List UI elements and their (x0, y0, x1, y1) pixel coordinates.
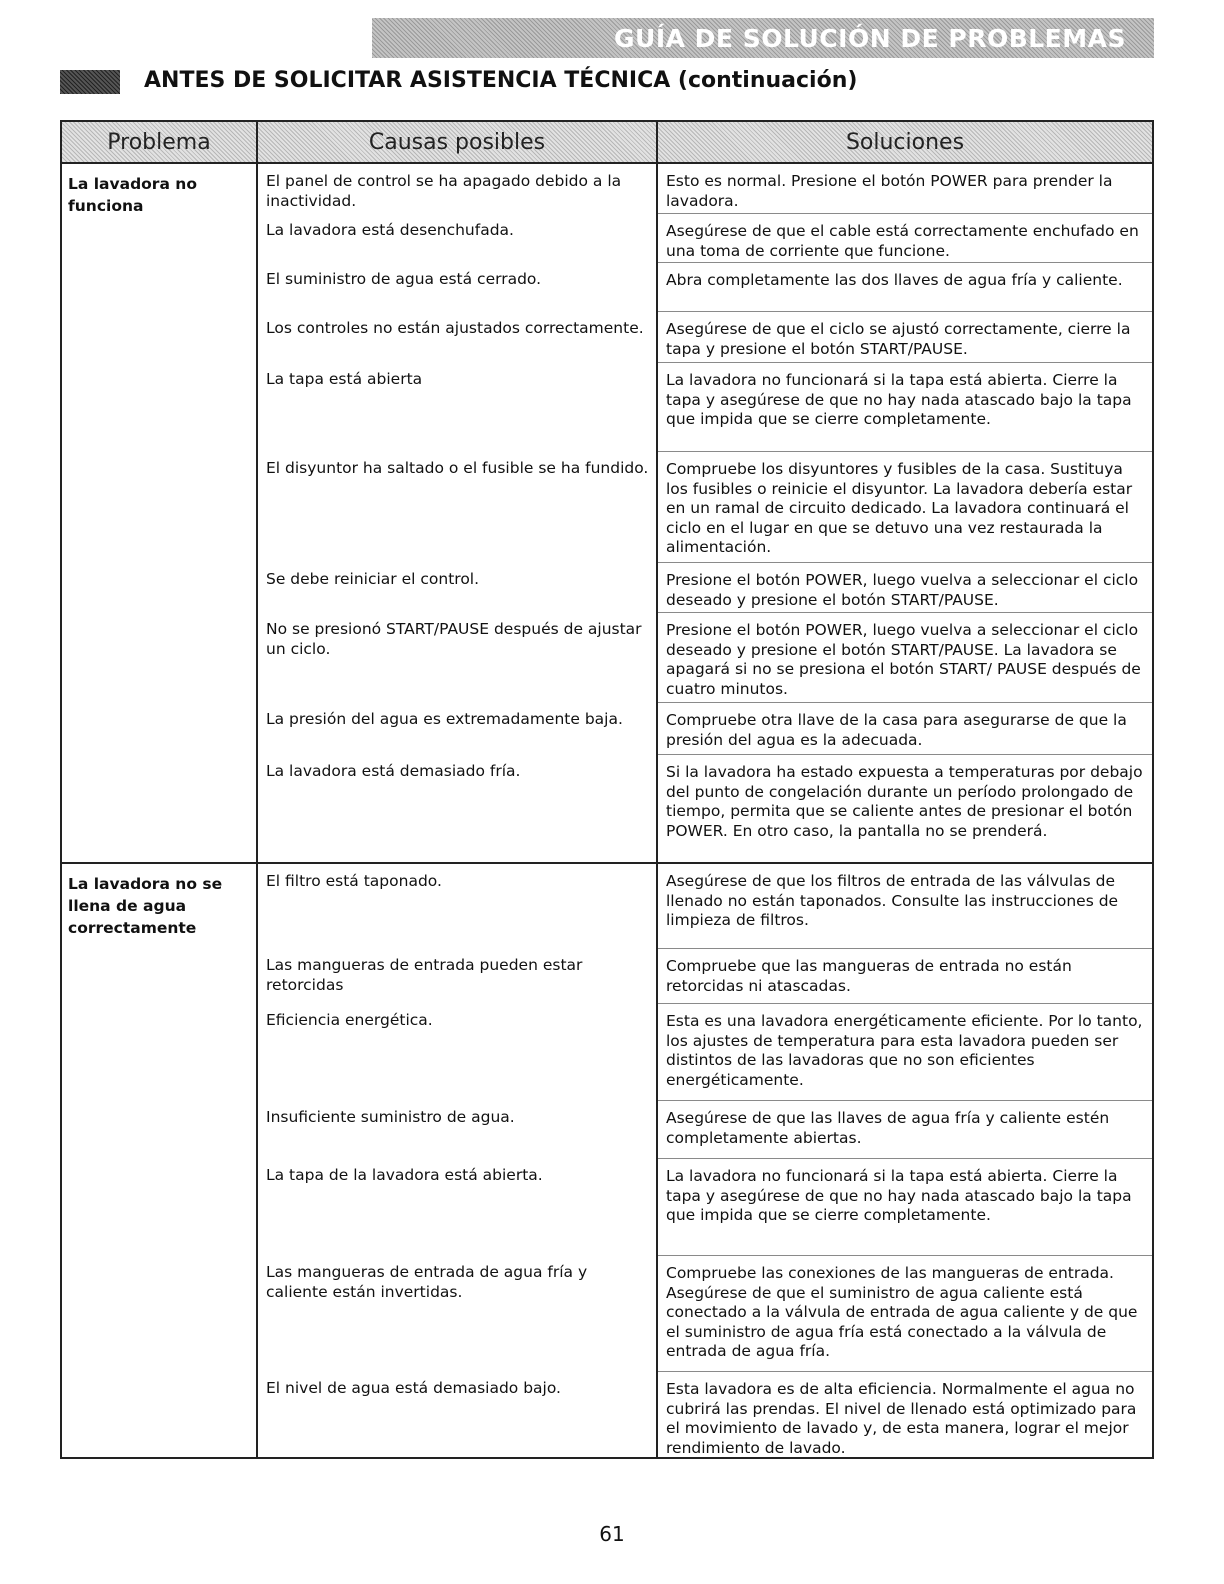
page-heading: ANTES DE SOLICITAR ASISTENCIA TÉCNICA (continuación) (144, 68, 858, 93)
solution-cell: Asegúrese de que el cable está correctamente enchufado en una toma de corriente que funcione. (658, 213, 1152, 262)
solution-cell: La lavadora no funcionará si la tapa está abierta. Cierre la tapa y asegúrese de que no hay nada atascado bajo la tapa que impida que se cierre completamente. (658, 362, 1152, 451)
solution-cell: Asegúrese de que los filtros de entrada de las válvulas de llenado no están taponados. Consulte las instrucciones de limpieza de filtros. (666, 872, 1119, 929)
header-solutions: Soluciones (658, 122, 1152, 162)
table-row (258, 1255, 1152, 1371)
solution-cell: Compruebe los disyuntores y fusibles de la casa. Sustituya los fusibles o reinicie el disyuntor. La lavadora debería estar en un ramal de circuito dedicado. La lavadora continuará el ciclo en el lugar en que se detuvo una vez restaurada la alimentación. (658, 451, 1152, 562)
solution-cell: Esta lavadora es de alta eficiencia. Normalmente el agua no cubrirá las prendas. El nivel de llenado está optimizado para el movimiento de lavado y, de esta manera, lograr el mejor rendimiento de lavado. (658, 1371, 1152, 1457)
table-row (258, 362, 1152, 451)
table-row (258, 213, 1152, 262)
solution-cell: Esta es una lavadora energéticamente eficiente. Por lo tanto, los ajustes de temperatura para esta lavadora pueden ser distintos de las lavadoras que no son eficientes energéticamente. (658, 1003, 1152, 1100)
table-row (258, 1371, 1152, 1457)
table-row (258, 754, 1152, 862)
cause-cell: Se debe reiniciar el control. (258, 562, 658, 612)
solution-cell: La lavadora no funcionará si la tapa está abierta. Cierre la tapa y asegúrese de que no hay nada atascado bajo la tapa que impida que se cierre completamente. (658, 1158, 1152, 1255)
cause-cell: Las mangueras de entrada de agua fría y caliente están invertidas. (258, 1255, 658, 1371)
troubleshooting-table (60, 120, 1154, 1459)
table-row (258, 1003, 1152, 1100)
table-row (258, 864, 1152, 948)
table-row (258, 164, 1152, 213)
cause-cell: La tapa de la lavadora está abierta. (258, 1158, 658, 1255)
cause-cell: Insuficiente suministro de agua. (258, 1100, 658, 1158)
table-row (258, 612, 1152, 702)
table-header-row (62, 122, 1152, 164)
solution-cell: Si la lavadora ha estado expuesta a temperaturas por debajo del punto de congelación durante un período prolongado de tiempo, permita que se caliente antes de presionar el botón POWER. En otro caso, la pantalla no se prenderá. (658, 754, 1152, 862)
table-row (258, 702, 1152, 754)
heading-marker (60, 70, 120, 94)
table-row (258, 451, 1152, 562)
table-row (258, 262, 1152, 311)
cause-cell: El disyuntor ha saltado o el fusible se ha fundido. (258, 451, 658, 562)
page-number: 61 (599, 1522, 625, 1546)
problem-group (62, 164, 1152, 864)
cause-cell: La lavadora está desenchufada. (258, 213, 658, 262)
solution-cell: Asegúrese de que las llaves de agua fría y caliente estén completamente abiertas. (658, 1100, 1152, 1158)
table-row (258, 562, 1152, 612)
header-causes: Causas posibles (258, 122, 658, 162)
solution-cell: Presione el botón POWER, luego vuelva a seleccionar el ciclo deseado y presione el botón START/PAUSE. (658, 562, 1152, 612)
cause-cell: El filtro está taponado. (258, 864, 658, 948)
problem-group (62, 864, 1152, 1457)
section-banner (372, 18, 1154, 58)
table-row (258, 311, 1152, 362)
cause-cell: Eficiencia energética. (258, 1003, 658, 1100)
cause-cell: No se presionó START/PAUSE después de ajustar un ciclo. (258, 612, 658, 702)
table-row (258, 1100, 1152, 1158)
cause-cell: La tapa está abierta (258, 362, 658, 451)
solution-cell: Abra completamente las dos llaves de agua fría y caliente. (658, 262, 1152, 311)
table-row (258, 1158, 1152, 1255)
solution-cell: Compruebe que las mangueras de entrada no están retorcidas ni atascadas. (658, 948, 1152, 1003)
table-row (258, 948, 1152, 1003)
solution-cell: Presione el botón POWER, luego vuelva a seleccionar el ciclo deseado y presione el botón START/PAUSE. La lavadora se apagará si no se presiona el botón START/ PAUSE después de cuatro minutos. (658, 612, 1152, 702)
problem-label: La lavadora no funciona (62, 164, 258, 862)
cause-cell: Los controles no están ajustados correctamente. (258, 311, 658, 362)
solution-cell: Compruebe las conexiones de las mangueras de entrada. Asegúrese de que el suministro de agua caliente está conectado a la válvula de entrada de agua caliente y de que el suministro de agua fría está conectado a la válvula de entrada de agua fría. (658, 1255, 1152, 1371)
cause-cell: El suministro de agua está cerrado. (258, 262, 658, 311)
solution-cell: Compruebe otra llave de la casa para asegurarse de que la presión del agua es la adecuada. (658, 702, 1152, 754)
banner-title: GUÍA DE SOLUCIÓN DE PROBLEMAS (614, 23, 1126, 53)
cause-cell: La lavadora está demasiado fría. (258, 754, 658, 862)
cause-cell: El panel de control se ha apagado debido a la inactividad. (258, 164, 658, 213)
solution-cell: Esto es normal. Presione el botón POWER para prender la lavadora. (666, 172, 1113, 210)
header-problem: Problema (62, 122, 258, 162)
problem-label: La lavadora no se llena de agua correctamente (62, 864, 258, 1457)
solution-cell: Asegúrese de que el ciclo se ajustó correctamente, cierre la tapa y presione el botón START/PAUSE. (658, 311, 1152, 362)
cause-cell: Las mangueras de entrada pueden estar retorcidas (258, 948, 658, 1003)
cause-cell: El nivel de agua está demasiado bajo. (258, 1371, 658, 1457)
cause-cell: La presión del agua es extremadamente baja. (258, 702, 658, 754)
